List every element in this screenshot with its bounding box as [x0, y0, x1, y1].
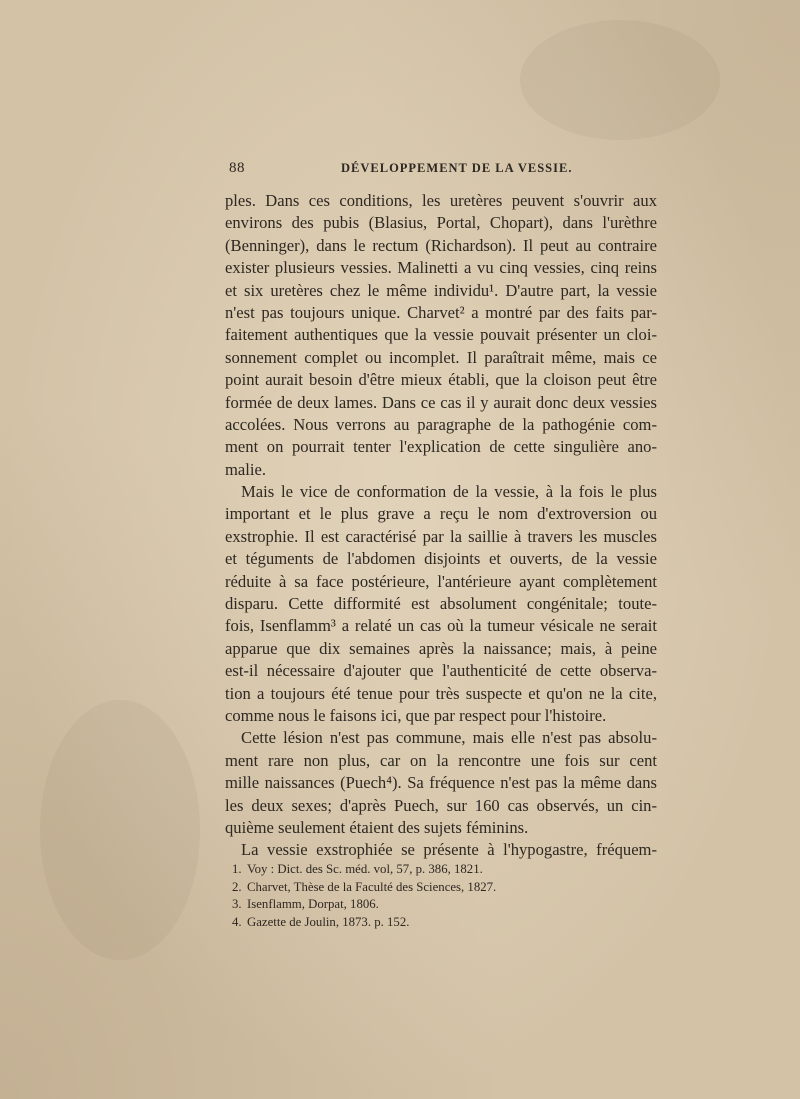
text-line: réduite à sa face postérieure, l'antérieure ayant complètement — [225, 571, 657, 591]
text-line: est-il nécessaire d'ajouter que l'authenticité de cette observa- — [225, 661, 657, 681]
text-line: fois, Isenflamm³ a relaté un cas où la tumeur vésicale ne serait — [225, 616, 657, 636]
text-line: quième seulement étaient des sujets féminins. — [225, 817, 529, 837]
text-line: point aurait besoin d'être mieux établi, que la cloison peut être — [225, 370, 657, 390]
text-line: n'est pas toujours unique. Charvet² a montré par des faits par- — [225, 302, 657, 322]
text-line: exister plusieurs vessies. Malinetti a vu cinq vessies, cinq reins — [225, 258, 657, 278]
text-line: environs des pubis (Blasius, Portal, Chopart), dans l'urèthre — [225, 213, 657, 233]
text-line: malie. — [225, 459, 267, 479]
text-line: apparue que dix semaines après la naissance; mais, à peine — [225, 638, 657, 658]
body-text — [225, 190, 657, 862]
text-line: et téguments de l'abdomen disjoints et ouverts, de la vessie — [225, 549, 657, 569]
text-line: La vessie exstrophiée se présente à l'hypogastre, fréquem- — [241, 840, 657, 860]
text-line: important et le plus grave a reçu le nom d'extroversion ou — [225, 504, 657, 524]
text-line: les deux sexes; d'après Puech, sur 160 cas observés, un cin- — [225, 795, 657, 815]
text-line: ment on pourrait tenter l'explication de cette singulière ano- — [225, 437, 657, 457]
text-line: accolées. Nous verrons au paragraphe de la pathogénie com- — [225, 414, 657, 434]
running-head: DÉVELOPPEMENT DE LA VESSIE. — [341, 161, 573, 175]
page-number: 88 — [229, 160, 245, 176]
text-line: Mais le vice de conformation de la vessie, à la fois le plus — [241, 482, 657, 502]
text-line: comme nous le faisons ici, que par respect pour l'histoire. — [225, 705, 607, 725]
text-line: ples. Dans ces conditions, les uretères peuvent s'ouvrir aux — [225, 191, 657, 210]
text-line: mille naissances (Puech⁴). Sa fréquence n'est pas la même dans — [225, 773, 657, 793]
page-header — [229, 160, 659, 184]
text-line: et six uretères chez le même individu¹. D'autre part, la vessie — [225, 280, 657, 300]
text-line: (Benninger), dans le rectum (Richardson). Il peut au contraire — [225, 235, 657, 255]
footnote: 4. Gazette de Joulin, 1873. p. 152. — [232, 914, 410, 929]
footnotes — [232, 861, 652, 931]
text-line: formée de deux lames. Dans ce cas il y aurait donc deux vessies — [225, 392, 657, 412]
footnote: 2. Charvet, Thèse de la Faculté des Sciences, 1827. — [232, 879, 497, 894]
text-line: exstrophie. Il est caractérisé par la saillie à travers les muscles — [225, 526, 657, 546]
text-line: ment rare non plus, car on la rencontre une fois sur cent — [225, 750, 657, 770]
text-line: Cette lésion n'est pas commune, mais elle n'est pas absolu- — [241, 728, 657, 748]
footnote: 3. Isenflamm, Dorpat, 1806. — [232, 897, 379, 911]
text-line: sonnement complet ou incomplet. Il paraîtrait même, mais ce — [225, 347, 657, 367]
text-line: faitement authentiques que la vessie pouvait présenter un cloi- — [225, 325, 657, 345]
footnote: 1. Voy : Dict. des Sc. méd. vol, 57, p. 386, 1821. — [232, 862, 483, 876]
text-line: tion a toujours été tenue pour très suspecte et qu'on ne la cite, — [225, 683, 657, 703]
text-line: disparu. Cette difformité est absolument congénitale; toute- — [225, 594, 657, 614]
